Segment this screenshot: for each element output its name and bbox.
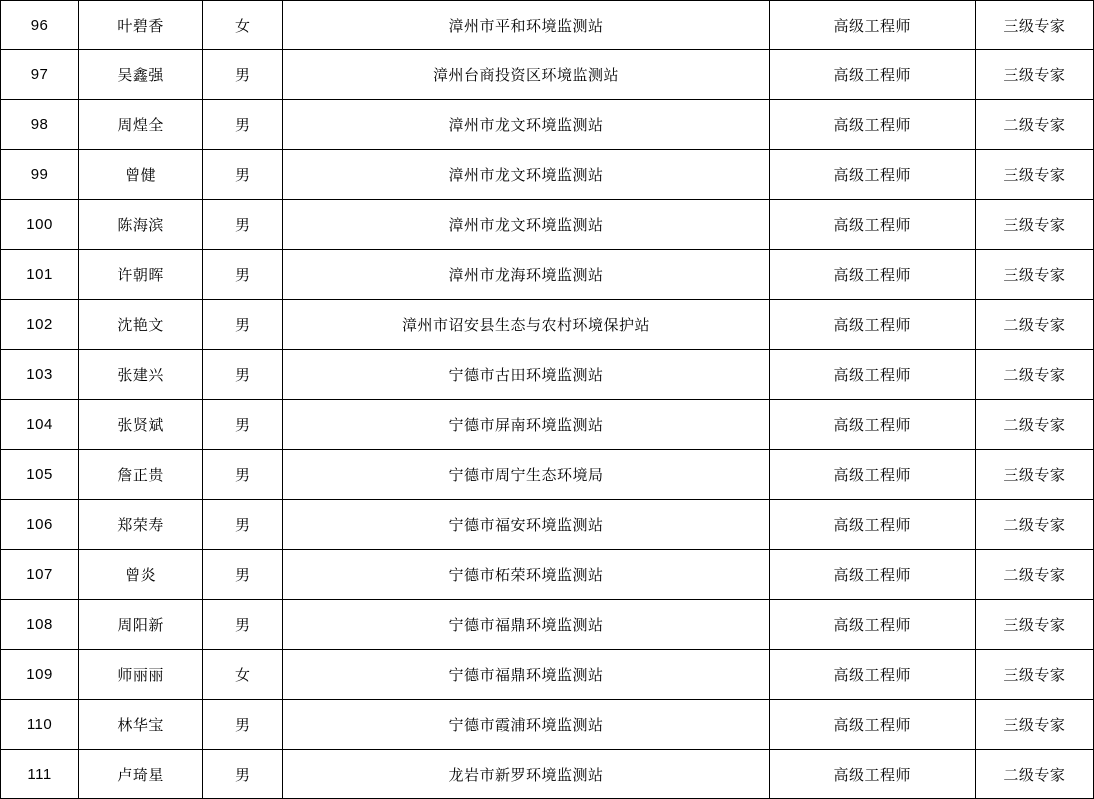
cell-index: 110	[1, 700, 79, 750]
cell-unit: 宁德市福鼎环境监测站	[283, 650, 769, 700]
table-row	[1, 750, 1094, 799]
table-row	[1, 50, 1094, 100]
cell-level: 三级专家	[975, 150, 1093, 200]
cell-unit: 漳州市龙海环境监测站	[283, 250, 769, 300]
cell-title: 高级工程师	[769, 250, 975, 300]
cell-index: 104	[1, 400, 79, 450]
cell-name: 沈艳文	[79, 300, 203, 350]
cell-level: 三级专家	[975, 1, 1093, 50]
cell-name: 曾健	[79, 150, 203, 200]
cell-sex: 男	[203, 150, 283, 200]
cell-name: 林华宝	[79, 700, 203, 750]
cell-level: 二级专家	[975, 300, 1093, 350]
cell-level: 二级专家	[975, 550, 1093, 600]
cell-index: 107	[1, 550, 79, 600]
cell-name: 詹正贵	[79, 450, 203, 500]
cell-unit: 漳州市诏安县生态与农村环境保护站	[283, 300, 769, 350]
table-row	[1, 400, 1094, 450]
cell-sex: 男	[203, 700, 283, 750]
cell-name: 师丽丽	[79, 650, 203, 700]
cell-level: 三级专家	[975, 650, 1093, 700]
cell-level: 二级专家	[975, 500, 1093, 550]
cell-name: 卢琦星	[79, 750, 203, 799]
cell-level: 三级专家	[975, 450, 1093, 500]
cell-unit: 宁德市霞浦环境监测站	[283, 700, 769, 750]
cell-sex: 男	[203, 350, 283, 400]
cell-name: 郑荣寿	[79, 500, 203, 550]
table-row	[1, 550, 1094, 600]
cell-level: 三级专家	[975, 600, 1093, 650]
cell-index: 103	[1, 350, 79, 400]
cell-title: 高级工程师	[769, 350, 975, 400]
cell-title: 高级工程师	[769, 400, 975, 450]
cell-sex: 男	[203, 500, 283, 550]
table-row	[1, 650, 1094, 700]
cell-sex: 男	[203, 400, 283, 450]
cell-title: 高级工程师	[769, 450, 975, 500]
cell-level: 二级专家	[975, 350, 1093, 400]
cell-name: 吴鑫强	[79, 50, 203, 100]
table-row	[1, 150, 1094, 200]
cell-unit: 宁德市屏南环境监测站	[283, 400, 769, 450]
table-row	[1, 450, 1094, 500]
cell-unit: 宁德市福鼎环境监测站	[283, 600, 769, 650]
cell-name: 许朝晖	[79, 250, 203, 300]
cell-name: 陈海滨	[79, 200, 203, 250]
cell-unit: 宁德市周宁生态环境局	[283, 450, 769, 500]
cell-index: 101	[1, 250, 79, 300]
cell-sex: 女	[203, 1, 283, 50]
cell-level: 二级专家	[975, 750, 1093, 799]
cell-unit: 漳州市平和环境监测站	[283, 1, 769, 50]
cell-sex: 女	[203, 650, 283, 700]
cell-title: 高级工程师	[769, 150, 975, 200]
cell-sex: 男	[203, 450, 283, 500]
cell-index: 100	[1, 200, 79, 250]
table-row	[1, 700, 1094, 750]
cell-title: 高级工程师	[769, 100, 975, 150]
cell-index: 108	[1, 600, 79, 650]
cell-title: 高级工程师	[769, 50, 975, 100]
table-row	[1, 600, 1094, 650]
cell-level: 三级专家	[975, 200, 1093, 250]
cell-sex: 男	[203, 200, 283, 250]
cell-title: 高级工程师	[769, 750, 975, 799]
cell-name: 周阳新	[79, 600, 203, 650]
cell-sex: 男	[203, 100, 283, 150]
cell-title: 高级工程师	[769, 600, 975, 650]
table-row	[1, 500, 1094, 550]
cell-index: 97	[1, 50, 79, 100]
cell-title: 高级工程师	[769, 500, 975, 550]
cell-title: 高级工程师	[769, 650, 975, 700]
cell-unit: 宁德市柘荣环境监测站	[283, 550, 769, 600]
cell-name: 张建兴	[79, 350, 203, 400]
cell-index: 105	[1, 450, 79, 500]
cell-sex: 男	[203, 750, 283, 799]
cell-sex: 男	[203, 50, 283, 100]
cell-level: 三级专家	[975, 50, 1093, 100]
cell-unit: 漳州市龙文环境监测站	[283, 100, 769, 150]
cell-index: 99	[1, 150, 79, 200]
cell-unit: 漳州市龙文环境监测站	[283, 150, 769, 200]
cell-level: 二级专家	[975, 400, 1093, 450]
cell-level: 三级专家	[975, 700, 1093, 750]
table-row	[1, 200, 1094, 250]
cell-unit: 漳州市龙文环境监测站	[283, 200, 769, 250]
cell-sex: 男	[203, 550, 283, 600]
cell-index: 111	[1, 750, 79, 799]
cell-name: 曾炎	[79, 550, 203, 600]
cell-title: 高级工程师	[769, 300, 975, 350]
cell-sex: 男	[203, 600, 283, 650]
cell-level: 三级专家	[975, 250, 1093, 300]
table-row	[1, 300, 1094, 350]
cell-index: 109	[1, 650, 79, 700]
table-row	[1, 1, 1094, 50]
cell-index: 102	[1, 300, 79, 350]
cell-level: 二级专家	[975, 100, 1093, 150]
table-row	[1, 250, 1094, 300]
table-row	[1, 350, 1094, 400]
cell-name: 叶碧香	[79, 1, 203, 50]
cell-title: 高级工程师	[769, 200, 975, 250]
cell-sex: 男	[203, 300, 283, 350]
cell-name: 周煌全	[79, 100, 203, 150]
cell-unit: 宁德市古田环境监测站	[283, 350, 769, 400]
table-body	[1, 1, 1094, 799]
cell-title: 高级工程师	[769, 700, 975, 750]
cell-unit: 宁德市福安环境监测站	[283, 500, 769, 550]
cell-index: 96	[1, 1, 79, 50]
cell-title: 高级工程师	[769, 550, 975, 600]
cell-title: 高级工程师	[769, 1, 975, 50]
cell-unit: 漳州台商投资区环境监测站	[283, 50, 769, 100]
cell-unit: 龙岩市新罗环境监测站	[283, 750, 769, 799]
table-row	[1, 100, 1094, 150]
cell-index: 98	[1, 100, 79, 150]
cell-sex: 男	[203, 250, 283, 300]
cell-index: 106	[1, 500, 79, 550]
cell-name: 张贤斌	[79, 400, 203, 450]
